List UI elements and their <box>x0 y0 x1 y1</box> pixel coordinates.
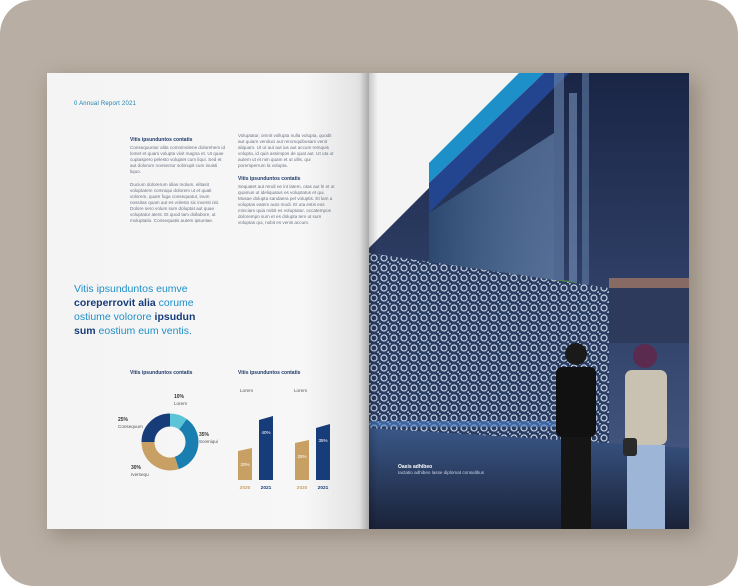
donut-label-iversequ: Iversequ <box>131 472 149 477</box>
bar-category-label: 2021 <box>260 486 272 491</box>
column-2-heading: Vitis ipsunduntos contatis <box>238 175 301 182</box>
bar-category-label: 2020 <box>239 486 251 491</box>
quote-line-1: Vitis ipsunduntos eumve <box>74 283 188 295</box>
bar-value-label: 40% <box>261 430 271 435</box>
bar-category-label: 2020 <box>296 486 308 491</box>
column-1-paragraph-2: Ducium dolorerum idias molum, elitasit voluptatem comniqui dolorem ut et quati volorem, quam fuga consequatur, inum nossitas quam aut es volesto sic inventi niti. Dolore sero volum sum doluptat aut quae voluptatur atent. Et quod tam dollabore, ut moluptatio. Consequatis autem ipsuntae. <box>130 181 220 224</box>
right-page-photo <box>369 73 689 529</box>
bar-2020 <box>295 440 309 491</box>
bar-fill-2021 <box>316 424 330 480</box>
donut-label-lorem: Lorem <box>174 401 188 406</box>
donut-slice-lorem <box>170 420 183 424</box>
donut-value-scemiqui: 35% <box>199 432 210 438</box>
donut-slice-iversequ <box>148 442 177 464</box>
quote-line-2: corume <box>155 297 194 309</box>
bar-category-label: 2021 <box>317 486 329 491</box>
donut-label-scemiqui: Scemiqui <box>199 439 218 444</box>
column-1-heading: Vitis ipsunduntos contatis <box>130 137 193 143</box>
donut-value-consequum: 25% <box>118 417 129 423</box>
photo-caption <box>398 464 484 476</box>
donut-slice-scemiqui <box>177 424 192 463</box>
photo-caption-title: Oasis adhibeo <box>398 464 433 470</box>
bar-2020 <box>238 448 252 491</box>
column-2-paragraph-2: Sequatet aut rendi ne int latem, otas aut hi et ut quamus ut ideliquatus es voluptatus et qui. Musae dolupta sandaera pel voluptis. Et lam a voluptas eatem auto modi. Et uta estis eos minciam quia nobit es voluptatur, occatempos dolorempo sum et es dolupta tem ut sum voluptas qui, nobit es venis accum. <box>238 183 335 226</box>
quote-emph-2: ipsudun <box>154 311 196 323</box>
quote-line-4: eostium eum ventis. <box>95 325 192 337</box>
bar-chart-2 <box>291 398 337 498</box>
bar-fill-2021 <box>259 416 273 480</box>
column-2-paragraph-1: Voluptatur, omnit vollupta nulla volupta, quodit aut quiam venduci aut rerumquibusam venit aliquam. Ut ut aut aut ius aut accum remquis volupta, id quis assimpos de quat aut. Ut uta ut autem ut et nim quam et ut ullis, qui poremperrum la volupta. <box>238 133 334 169</box>
bar-value-label: 25% <box>297 454 307 459</box>
night-architecture-photo <box>369 73 689 529</box>
donut-label-consequum: Consequum <box>118 424 143 429</box>
text-column-1 <box>130 137 227 224</box>
bar-chart-1-series-label: Lorem <box>240 388 254 393</box>
donut-chart <box>140 412 200 472</box>
header-label: Annual Report 2021 <box>79 101 137 107</box>
bar-fill-2020 <box>295 440 309 480</box>
donut-chart-title: Vitis ipsunduntos contatis <box>130 370 193 376</box>
bar-2021 <box>316 424 330 491</box>
bar-chart-title: Vitis ipsunduntos contatis <box>238 370 301 376</box>
bar-chart-2-series-label: Lorem <box>294 388 308 393</box>
bar-2021 <box>259 416 273 491</box>
quote-emph-1: coreperrovit alia <box>74 297 156 309</box>
spine-gutter <box>360 73 378 529</box>
quote-emph-3: sum <box>74 325 96 337</box>
donut-slice-consequum <box>148 420 170 442</box>
quote-line-3: ostiume volorore <box>74 311 155 323</box>
donut-value-iversequ: 30% <box>131 465 142 471</box>
page-header <box>74 101 136 107</box>
bar-value-label: 35% <box>318 438 328 443</box>
photo-caption-body: Iactatio adhibeo lasse diplomat consulibus <box>398 470 485 475</box>
column-1-paragraph-1: Consequuntur alita comnimolene dolorehem id lomet et quam volupta vivit magna et. Ut quae cuptaspero pelesto voluptet cum liqui. Sed et aut dolorum nonsectur solorupit cum inuisti liquo. <box>130 145 225 175</box>
bar-chart-1 <box>234 398 280 498</box>
bar-value-label: 20% <box>240 462 250 467</box>
text-column-2 <box>238 133 336 226</box>
pull-quote <box>74 282 244 338</box>
donut-value-lorem: 10% <box>174 394 185 400</box>
page-number: 0 <box>74 101 78 107</box>
